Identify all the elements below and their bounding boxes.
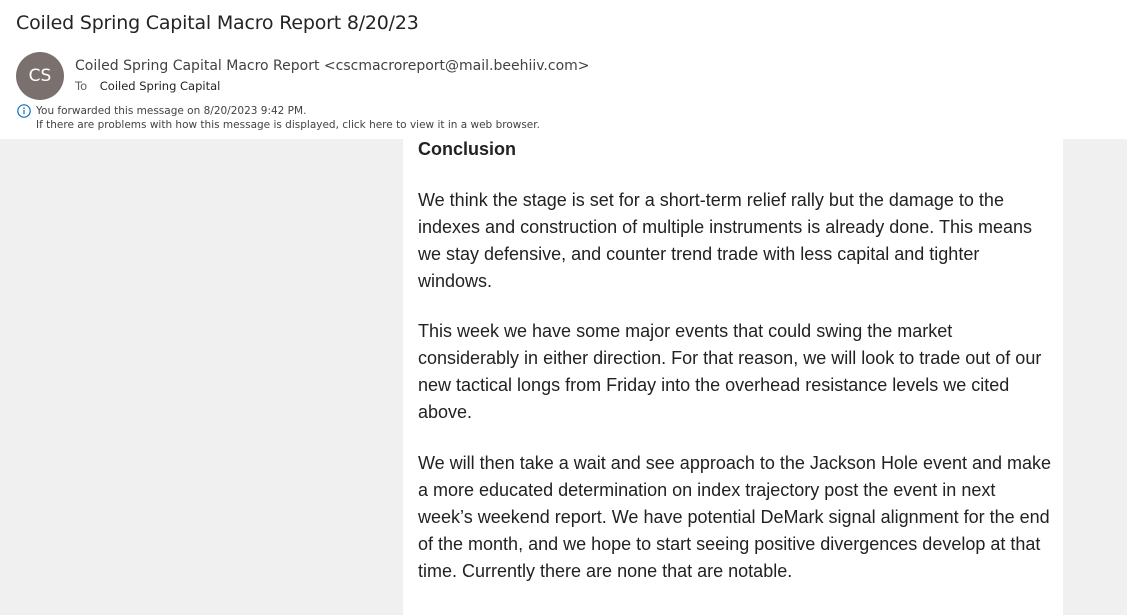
sender-avatar[interactable]: CS: [16, 52, 64, 100]
message-body-area: [0, 139, 1127, 615]
info-bar: [17, 104, 540, 131]
recipient-name[interactable]: Coiled Spring Capital: [99, 79, 221, 93]
section-heading: Conclusion: [418, 139, 516, 159]
info-icon: [17, 104, 31, 118]
forwarded-notice: You forwarded this message on 8/20/2023 9:42 PM.: [36, 105, 307, 117]
to-label: To: [75, 79, 88, 93]
sender-name[interactable]: Coiled Spring Capital Macro Report <cscmacroreport@mail.beehiiv.com>: [75, 58, 590, 74]
view-in-browser-link[interactable]: If there are problems with how this message is displayed, click here to view it in a web browser.: [36, 119, 540, 131]
paragraph-3: We will then take a wait and see approach to the Jackson Hole event and make a more educated determination on index trajectory post the event in next week’s weekend report. We have potential DeMark signal alignment for the end of the month, and we hope to start seeing positive divergences develop at that time. Currently there are none that are notable.: [418, 453, 1052, 581]
paragraph-2: This week we have some major events that could swing the market considerably in either direction. For that reason, we will look to trade out of our new tactical longs from Friday into the overhead resistance levels we cited above.: [418, 321, 1042, 422]
email-subject: Coiled Spring Capital Macro Report 8/20/23: [16, 12, 419, 34]
message-content-column: [403, 139, 1063, 615]
recipient-row: [75, 79, 220, 93]
paragraph-1: We think the stage is set for a short-term relief rally but the damage to the indexes and construction of multiple instruments is already done. This means we stay defensive, and counter trend trade with less capital and tighter windows.: [418, 190, 1032, 291]
